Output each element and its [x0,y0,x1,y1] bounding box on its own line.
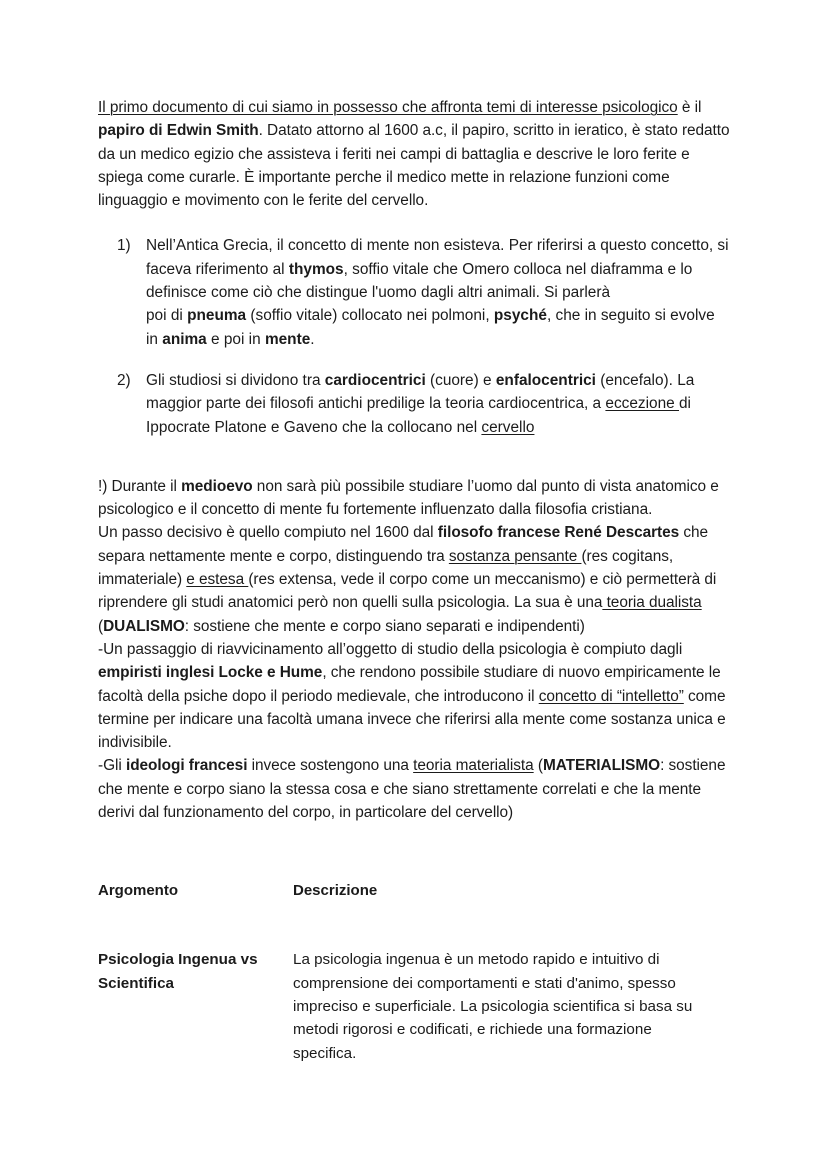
anima-bold: anima [162,330,207,348]
ideologi-text-a: -Gli [98,757,126,775]
table-header-argomento: Argomento [98,882,178,900]
intelletto-underlined: concetto di “intelletto” [538,687,684,705]
item1-text-b: , soffio vitale che Omero colloca nel diaframma e lo definisce come ciò che distingue l'uomo dagli altri animali. Si parlerà [146,260,693,302]
descartes-text-c: (res cogitans, immateriale) [98,547,674,589]
numbered-list [98,234,730,438]
pneuma-bold: pneuma [187,307,247,325]
item1-text-e: , che in seguito si evolve in [146,307,715,348]
table-row [98,948,718,1064]
thymos-bold: thymos [288,260,344,278]
enfalocentrici-bold: enfalocentrici [495,371,596,389]
cardiocentrici-bold: cardiocentrici [324,371,426,389]
dualismo-open-paren: ( [98,617,104,635]
medioevo-bold: medioevo [181,477,253,495]
materialismo-bold: MATERIALISMO [542,757,661,775]
list-item-1 [98,234,730,350]
item2-text-a: Gli studiosi si dividono tra [146,371,325,389]
intro-underlined-clause: Il primo documento di cui siamo in possesso che affronta temi di interesse psicologico [98,99,678,116]
topic-line-2: Scientifica [98,974,174,992]
item1-text-g: . [310,330,315,348]
medioevo-paragraph [98,475,730,522]
empiristi-paragraph [98,638,730,754]
mente-bold: mente [264,330,311,348]
table-header-descrizione: Descrizione [293,882,378,900]
item1-text-d: (soffio vitale) collocato nei polmoni, [246,307,494,325]
ideologi-paragraph [98,754,730,824]
table-header-row [98,880,718,948]
intro-connector: è il [677,99,702,116]
intro-rest: . Datato attorno al 1600 a.c, il papiro, scritto in ieratico, è stato redatto da un medico egizio che assisteva i feriti nei campi di battaglia e descrive le loro ferite e spiega come curarle. È importante perche il medico mette in relazione funzioni come linguaggio e movimento con le ferite del cervello. [98,122,730,210]
item1-text-a: Nell’Antica Grecia, il concetto di mente non esisteva. Per riferirsi a questo concetto, si faceva riferimento al [146,237,729,278]
document-body [98,96,730,1065]
list-item-2 [98,369,730,439]
item2-text-b: (cuore) e [425,371,496,389]
eccezione-underlined: eccezione [605,395,679,413]
sostanza-pensante-underlined: sostanza pensante [448,547,582,565]
descartes-bold: filosofo francese René Descartes [437,524,680,542]
medioevo-text-b: non sarà più possibile studiare l’uomo dal punto di vista anatomico e psicologico e il concetto di mente fu fortemente influenzato dalla filosofia cristiana. [98,477,719,519]
empiristi-text-b: , che rendono possibile studiare di nuovo empiricamente le facoltà della psiche dopo il periodo medievale, che introducono il [98,664,721,705]
list-marker-2: 2) [117,371,131,389]
topic-table-wrapper [98,880,718,1064]
teoria-materialista-underlined: teoria materialista [413,757,534,775]
ideologi-text-d: : sostiene che mente e corpo siano la stessa cosa e che siano strettamente correlati e che la mente derivi dal funzionamento del corpo, in particolare del cervello) [98,757,726,822]
papiro-edwin-smith-bold: papiro di Edwin Smith [98,122,259,140]
ideologi-text-b: invece sostengono una [247,757,414,775]
table-cell-topic [98,948,293,1064]
medioevo-descartes-block [98,475,730,824]
ideologi-text-c: ( [533,757,543,775]
dualismo-bold: DUALISMO [103,617,185,635]
descartes-paragraph [98,521,730,637]
medioevo-text-a: !) Durante il [98,477,182,495]
e-estesa-underlined: e estesa [186,571,249,589]
item2-text-c: (encefalo). La maggior parte dei filosofi antichi predilige la teoria cardiocentrica, a [146,371,695,413]
item1-text-f: e poi in [206,330,265,348]
topic-table [98,880,718,1064]
empiristi-bold: empiristi inglesi Locke e Hume [98,664,323,682]
section-gap [98,439,730,475]
list-marker-1: 1) [117,237,131,255]
ideologi-bold: ideologi francesi [125,757,248,775]
topic-line-1: Psicologia Ingenua vs [98,951,258,969]
item2-text-d: di Ippocrate Platone e Gaveno che la collocano nel [146,395,691,436]
dualismo-text: : sostiene che mente e corpo siano separati e indipendenti) [184,617,585,635]
descartes-text-a: Un passo decisivo è quello compiuto nel 1600 dal [98,524,438,542]
psyche-bold: psyché [493,307,547,325]
intro-paragraph [98,96,730,212]
descartes-text-b: che separa nettamente mente e corpo, distinguendo tra [98,524,709,565]
item1-text-c: poi di [146,307,188,325]
teoria-dualista-underlined: teoria dualista [602,594,702,612]
cervello-underlined: cervello [481,418,535,436]
table-cell-description: La psicologia ingenua è un metodo rapido e intuitivo di comprensione dei comportamenti e stati d'animo, spesso impreciso e superficiale. La psicologia scientifica si basa su metodi rigorosi e codificati, e richiede una formazione specifica. [293,951,693,1062]
empiristi-text-a: -Un passaggio di riavvicinamento all’oggetto di studio della psicologia è compiuto dagli [98,640,683,658]
empiristi-text-c: come termine per indicare una facoltà umana invece che riferirsi alla mente come sostanza unica e indivisibile. [98,687,726,752]
descartes-text-d: (res extensa, vede il corpo come un meccanismo) e ciò permetterà di riprendere gli studi anatomici però non quelli sulla psicologia. La sua è una [98,571,717,612]
